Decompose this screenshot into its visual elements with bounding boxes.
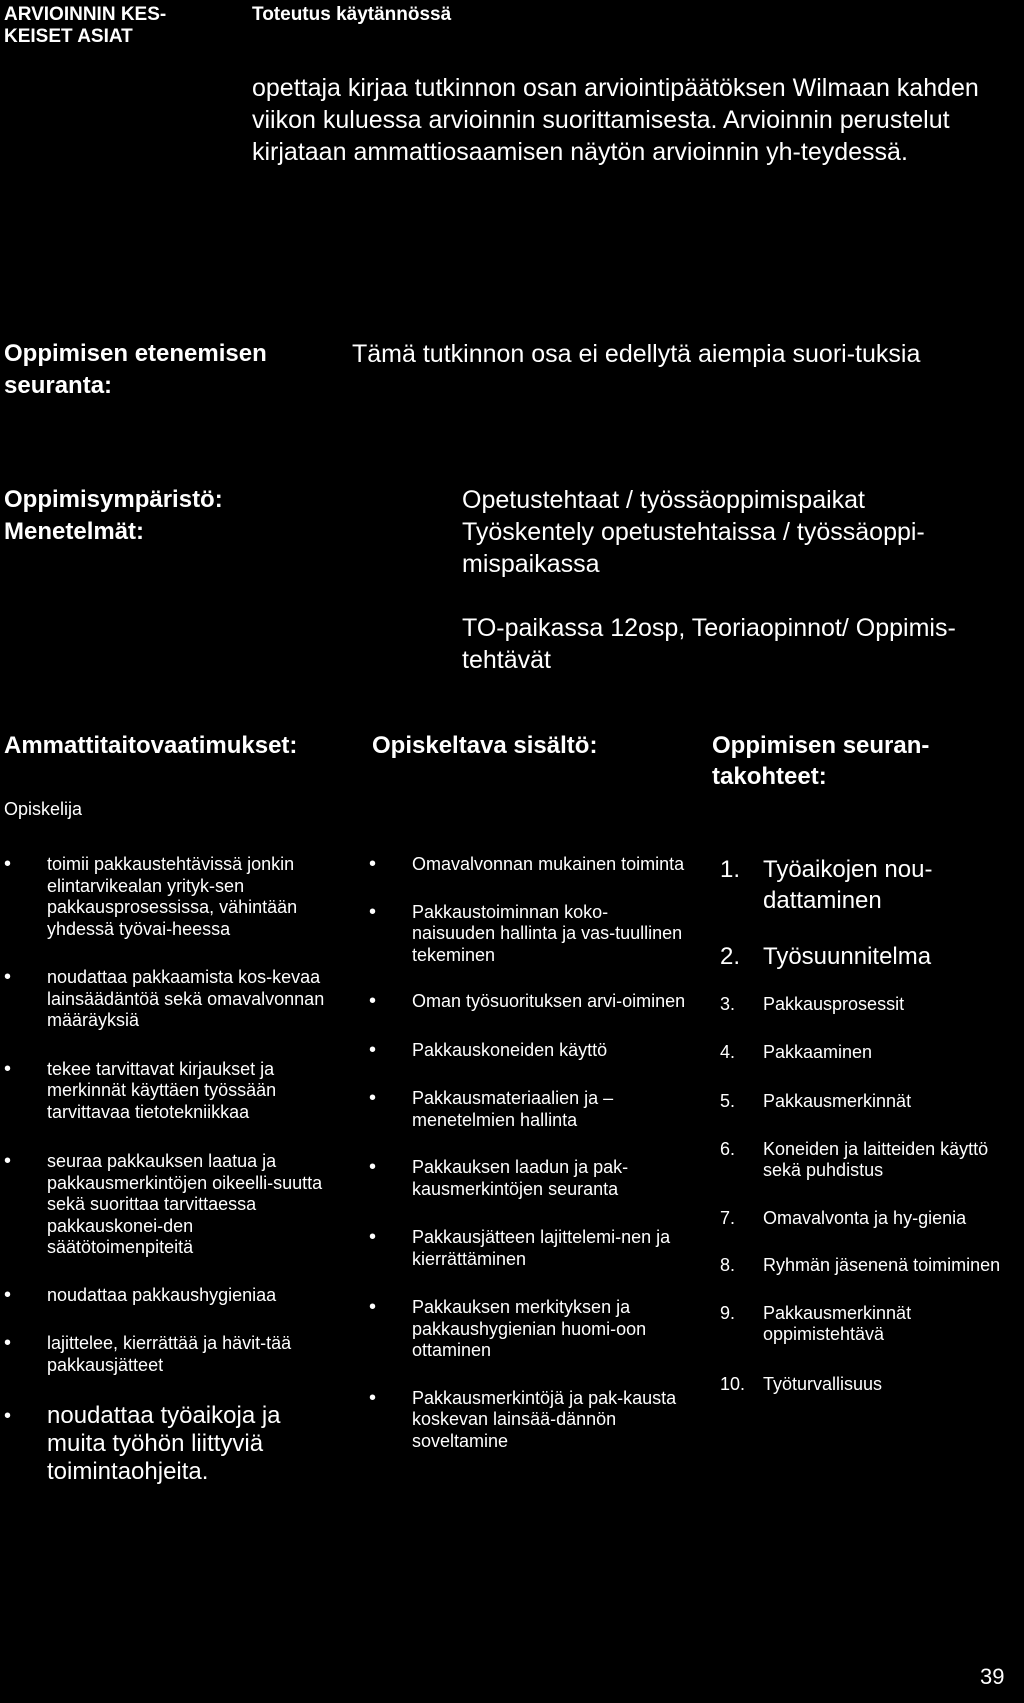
target-number: 10. bbox=[720, 1373, 746, 1394]
contents-title: Opiskeltava sisältö: bbox=[372, 732, 598, 759]
target-text: Pakkausmerkinnät bbox=[763, 1091, 912, 1111]
target-number: 1. bbox=[720, 856, 741, 883]
target-item bbox=[720, 994, 1010, 1016]
target-item bbox=[720, 1208, 1010, 1230]
content-item: • Oman työsuorituksen arvi-oiminen bbox=[369, 991, 687, 1013]
target-number: 8. bbox=[720, 1255, 736, 1275]
target-item bbox=[720, 1091, 1010, 1113]
target-text: Ryhmän jäsenenä toimiminen bbox=[763, 1255, 1001, 1275]
requirement-item: • noudattaa pakkaamista kos-kevaa lainsäädäntöä sekä omavalvonnan määräyksiä bbox=[4, 967, 344, 1032]
target-item bbox=[720, 1255, 1010, 1277]
requirement-item: • noudattaa pakkaushygieniaa bbox=[4, 1285, 344, 1307]
target-number: 9. bbox=[720, 1302, 736, 1323]
target-text: Omavalvonta ja hy-gienia bbox=[763, 1207, 967, 1228]
target-item bbox=[720, 1303, 1010, 1346]
content-item: • Omavalvonnan mukainen toiminta bbox=[369, 854, 687, 876]
content-item: • Pakkauksen laadun ja pak-kausmerkintöjen seuranta bbox=[369, 1157, 687, 1200]
requirement-item: • noudattaa työaikoja ja muita työhön liittyviä toimintaohjeita. bbox=[4, 1402, 344, 1486]
target-item bbox=[720, 1139, 1010, 1182]
environment-value: Opetustehtaat / työssäoppimispaikat bbox=[462, 486, 866, 514]
target-item bbox=[720, 1374, 1010, 1396]
methods-label: Menetelmät: bbox=[4, 518, 145, 545]
environment-label: Oppimisympäristö: bbox=[4, 486, 223, 513]
target-text: Työsuunnitelma bbox=[763, 943, 932, 970]
content-item: • Pakkausjätteen lajittelemi-nen ja kierrättäminen bbox=[369, 1227, 687, 1270]
targets-list bbox=[720, 854, 1010, 1395]
requirements-subtitle: Opiskelija bbox=[4, 799, 83, 819]
target-item bbox=[720, 1042, 1010, 1064]
requirements-list bbox=[4, 854, 344, 1486]
target-number: 6. bbox=[720, 1138, 736, 1159]
progress-text: Tämä tutkinnon osa ei edellytä aiempia suori-tuksia bbox=[352, 340, 921, 368]
requirement-item: • tekee tarvittavat kirjaukset ja merkinnät käyttäen työssään tarvittavaa tietotekniikkaa bbox=[4, 1059, 344, 1124]
requirement-item: • seuraa pakkauksen laatua ja pakkausmerkintöjen oikeelli-suutta sekä suorittaa tarvittaessa pakkauskonei-den säätötoimenpiteitä bbox=[4, 1151, 344, 1259]
content-item: • Pakkaustoiminnan koko-naisuuden hallinta ja vas-tuullinen tekeminen bbox=[369, 902, 687, 967]
methods-value: Työskentely opetustehtaissa / työssäoppi-mispaikassa bbox=[462, 518, 925, 578]
target-number: 4. bbox=[720, 1041, 736, 1062]
content-item: • Pakkausmateriaalien ja –menetelmien hallinta bbox=[369, 1088, 687, 1131]
target-text: Työaikojen nou-dattaminen bbox=[763, 856, 933, 914]
requirement-item: • lajittelee, kierrättää ja hävit-tää pakkausjätteet bbox=[4, 1333, 344, 1376]
progress-label: Oppimisen etenemisen seuranta: bbox=[4, 340, 267, 399]
page-number: 39 bbox=[980, 1664, 1005, 1689]
header-left: ARVIOINNIN KES- KEISET ASIAT bbox=[4, 4, 167, 47]
target-text: Pakkaaminen bbox=[763, 1041, 873, 1062]
target-text: Koneiden ja laitteiden käyttö sekä puhdistus bbox=[763, 1138, 989, 1180]
requirement-item: • toimii pakkaustehtävissä jonkin elintarvikealan yrityk-sen pakkausprosessissa, vähintään yhdessä työvai-heessa bbox=[4, 854, 344, 940]
content-item: • Pakkausmerkintöjä ja pak-kausta koskevan lainsää-dännön soveltamine bbox=[369, 1388, 687, 1453]
target-text: Työturvallisuus bbox=[763, 1373, 883, 1394]
requirements-title: Ammattitaitovaatimukset: bbox=[4, 732, 298, 759]
target-text: Pakkausprosessit bbox=[763, 994, 905, 1014]
target-number: 2. bbox=[720, 943, 741, 970]
target-number: 3. bbox=[720, 994, 736, 1014]
target-number: 5. bbox=[720, 1091, 736, 1111]
target-item bbox=[720, 854, 1010, 916]
targets-title: Oppimisen seuran-takohteet: bbox=[712, 732, 930, 790]
intro-paragraph: opettaja kirjaa tutkinnon osan arviointipäätöksen Wilmaan kahden viikon kuluessa arvioinnin suorittamisesta. Arvioinnin perustelut kirjataan ammattiosaamisen näytön arvioinnin yh-teydessä. bbox=[252, 74, 979, 166]
target-item bbox=[720, 941, 1010, 972]
methods-extra-value: TO-paikassa 12osp, Teoriaopinnot/ Oppimis-tehtävät bbox=[462, 614, 956, 674]
content-item: • Pakkauskoneiden käyttö bbox=[369, 1040, 687, 1062]
target-number: 7. bbox=[720, 1207, 736, 1228]
target-text: Pakkausmerkinnät oppimistehtävä bbox=[763, 1302, 912, 1344]
header-right: Toteutus käytännössä bbox=[252, 4, 452, 25]
contents-list bbox=[369, 854, 687, 1452]
content-item: • Pakkauksen merkityksen ja pakkaushygienian huomi-oon ottaminen bbox=[369, 1297, 687, 1362]
